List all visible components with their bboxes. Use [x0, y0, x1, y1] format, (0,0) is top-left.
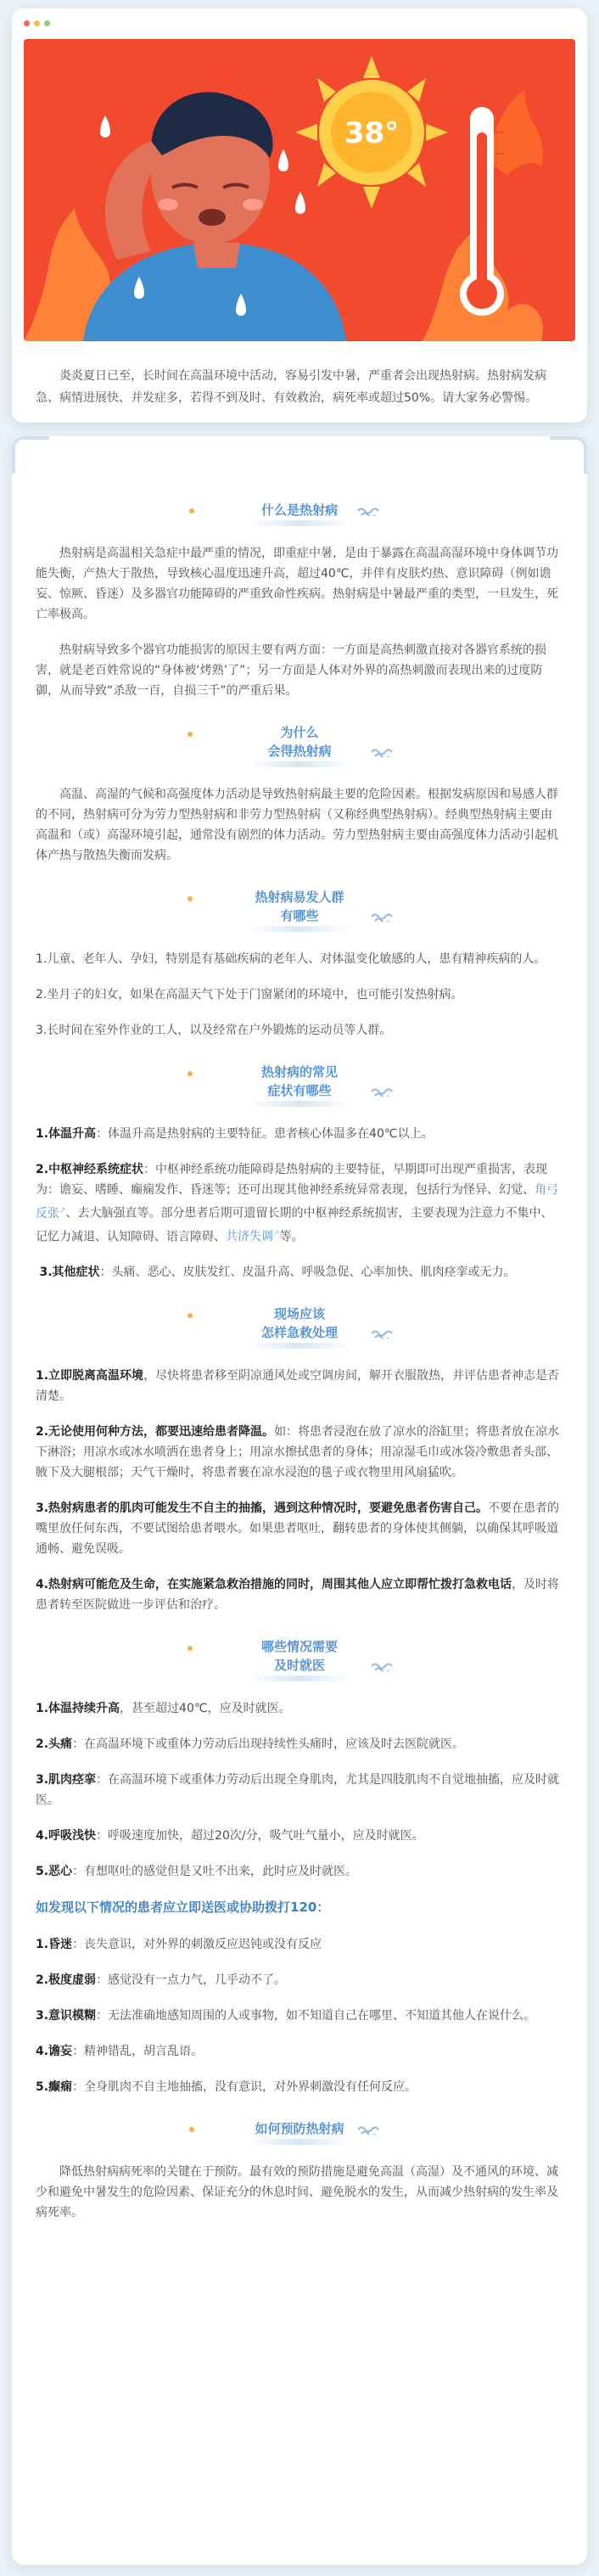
warning-text: ：有想呕吐的感觉但是又吐不出来，此时应及时就医。	[72, 1865, 358, 1879]
first-aid-label: 3.热射病患者的肌肉可能发生不自主的抽搐，遇到这种情况时，要避免患者伤害自己。	[36, 1501, 489, 1516]
section-title-line: 哪些情况需要	[260, 1639, 338, 1655]
list-item: 2.坐月子的妇女，如果在高温天气下处于门窗紧闭的环境中，也可能引发热射病。	[36, 988, 463, 1002]
symptom-item	[36, 1159, 563, 1247]
title-underline	[249, 761, 350, 767]
warning-item	[36, 1770, 563, 1810]
orange-dot-icon	[188, 1071, 193, 1076]
orange-dot-icon	[188, 732, 193, 737]
paragraph: 热射病导致多个器官功能损害的原因主要有两方面：一方面是高热刺激直接对各器官系统的损害，就是老百姓常说的“身体被‘烤熟’了”；另一方面是人体对外界的高热刺激而表现出来的过度防御，从而导致“杀敌一百，自损三千”的严重后果。	[36, 643, 546, 698]
intro-paragraph: 炎炎夏日已至，长时间在高温环境中活动，容易引发中暑，严重者会出现热射病。热射病发病急、病情进展快、并发症多，若得不到及时、有效救治，病死率或超过50%。请大家务必警惕。	[36, 369, 546, 405]
article-content	[36, 479, 563, 2238]
emergency-text: ：精神错乱，胡言乱语。	[72, 2045, 204, 2059]
section-heading-who	[172, 888, 427, 932]
symptom-label: 1.体温升高	[36, 1127, 97, 1141]
first-aid-item	[36, 1498, 563, 1559]
paragraph: 高温、高湿的气候和高强度体力活动是导致热射病最主要的危险因素。根据发病原因和易感人群的不同，热射病可分为劳力型热射病和非劳力型热射病（又称经典型热射病）。经典型热射病主要由高温和（或）高湿环境引起，通常没有剧烈的体力活动。劳力型热射病主要由高强度体力活动引起机体产热与散热失衡而发病。	[36, 788, 558, 862]
title-underline	[249, 1343, 350, 1349]
wave-icon	[357, 2124, 379, 2135]
symptom-item	[36, 1262, 563, 1282]
heatstroke-illustration-svg	[24, 39, 575, 341]
link-marker-icon: ↗	[273, 1229, 280, 1238]
emergency-title: 如发现以下情况的患者应立即送医或协助拨打120：	[36, 1900, 330, 1916]
link-marker-icon: ↗	[59, 1206, 66, 1215]
heatstroke-illustration	[24, 39, 575, 341]
warning-item	[36, 1698, 563, 1719]
symptom-text: ：中枢神经系统功能障碍是热射病的主要特征，早期即可出现严重损害，表现为：谵妄、嗜睡、癫痫发作、昏迷等；还可出现其他神经系统异常表现，包括行为怪异、幻觉、	[36, 1163, 548, 1197]
section-heading-what	[189, 501, 410, 526]
section-heading-why	[172, 723, 427, 767]
section-title-line: 为什么	[280, 725, 319, 740]
wave-icon	[357, 506, 379, 516]
section-heading-symptoms	[172, 1063, 427, 1107]
wave-icon	[371, 912, 393, 922]
emergency-label: 4.谵妄	[36, 2045, 73, 2059]
section-title: 如何预防热射病	[255, 2121, 344, 2137]
corner-decoration	[550, 436, 587, 474]
emergency-item	[36, 2041, 563, 2062]
emergency-label: 1.昏迷	[36, 1938, 73, 1952]
term-link-label: 共济失调	[226, 1230, 273, 1244]
first-aid-text: ，及时将患者转至医院做进一步评估和治疗。	[36, 1578, 560, 1613]
symptom-text: ：头痛、恶心、皮肤发红、皮温升高、呼吸急促、心率加快、肌肉痉挛或无力。	[99, 1266, 516, 1280]
green-dot-icon	[44, 20, 50, 26]
article-card	[12, 436, 587, 2565]
symptom-label: 2.中枢神经系统症状	[36, 1163, 144, 1176]
warning-label: 2.头痛	[36, 1737, 73, 1752]
emergency-label: 2.极度虚弱	[36, 1973, 97, 1988]
symptom-text: 、去大脑强直等。部分患者后期可遗留长期的中枢神经系统损害，主要表现为注意力不集中、记忆力减退、认知障碍、语言障碍、	[36, 1206, 553, 1244]
warning-item	[36, 1734, 563, 1754]
first-aid-text: 如：将患者浸泡在放了凉水的浴缸里；将患者放在凉水下淋浴；用凉水或冰水喷洒在患者身上；用凉水擦拭患者的身体；用凉湿毛巾或冰袋冷敷患者头部、腋下及大腿根部；天气干燥时，将患者裹在凉水浸泡的毯子或衣物里用风扇猛吹。	[36, 1425, 560, 1480]
first-aid-text: 不要在患者的嘴里放任何东西，不要试图给患者喂水。如果患者呕吐，翻转患者的身体使其侧躺，以确保其呼吸道通畅、避免误吸。	[36, 1501, 560, 1557]
symptom-label: 3.其他症状	[39, 1266, 100, 1280]
wave-icon	[371, 747, 393, 757]
emergency-item	[36, 1970, 563, 1990]
symptom-text: 等。	[279, 1230, 304, 1244]
term-link[interactable]	[226, 1230, 280, 1243]
wave-icon	[371, 1328, 393, 1339]
section-heading-first-aid	[172, 1305, 427, 1349]
first-aid-label: 2.无论使用何种方法，都要迅速给患者降温。	[36, 1425, 275, 1440]
emergency-label: 3.意识模糊	[36, 2009, 97, 2023]
first-aid-label: 4.热射病可能危及生命，在实施紧急救治措施的同时，周围其他人应立即帮忙拨打急救电话	[36, 1578, 512, 1592]
emergency-text: ：感觉没有一点力气，几乎动不了。	[96, 1973, 287, 1988]
corner-decoration	[12, 436, 49, 474]
title-underline	[249, 520, 350, 526]
warning-text: ：呼吸速度加快，超过20次/分，吸气吐气量小，应及时就医。	[96, 1829, 424, 1844]
list-item: 1.儿童、老年人、孕妇，特别是有基础疾病的老年人、对体温变化敏感的人，患有精神疾病的人。	[36, 952, 546, 966]
emergency-text: ：全身肌肉不自主地抽搐，没有意识，对外界刺激没有任何反应。	[72, 2080, 417, 2095]
warning-label: 1.体温持续升高	[36, 1702, 120, 1716]
first-aid-item	[36, 1422, 563, 1483]
first-aid-item	[36, 1574, 563, 1615]
emergency-item	[36, 2006, 563, 2026]
section-title: 什么是热射病	[260, 502, 338, 518]
section-title-line: 热射病易发人群	[255, 890, 344, 905]
warning-text: ：在高温环境下或重体力劳动后出现持续性头痛时，应该及时去医院就医。	[72, 1737, 465, 1752]
red-dot-icon	[24, 20, 30, 26]
sun-temperature-label: 38°	[344, 116, 400, 150]
first-aid-label: 1.立即脱离高温环境	[36, 1369, 144, 1383]
wave-icon	[371, 1086, 393, 1097]
orange-dot-icon	[189, 508, 194, 514]
hero-card	[12, 8, 587, 423]
section-title-line: 症状有哪些	[267, 1083, 332, 1098]
window-dots	[24, 20, 50, 26]
warning-item	[36, 1861, 563, 1882]
warning-text: ，甚至超过40℃，应及时就医。	[120, 1702, 291, 1716]
section-title-line: 现场应该	[273, 1306, 325, 1322]
warning-item	[36, 1826, 563, 1846]
emergency-text: ：丧失意识，对外界的刺激反应迟钝或没有反应	[72, 1938, 322, 1952]
orange-dot-icon	[188, 896, 193, 901]
first-aid-item	[36, 1366, 563, 1406]
section-title-line: 会得热射病	[267, 744, 332, 759]
paragraph: 降低热射病病死率的关键在于预防。最有效的预防措施是避免高温（高湿）及不通风的环境、减少和避免中暑发生的危险因素、保证充分的休息时间、避免脱水的发生，从而减少热射病的发生率及病死率。	[36, 2165, 558, 2220]
section-heading-prevent	[189, 2119, 410, 2145]
symptom-item	[36, 1124, 563, 1144]
section-title-line: 热射病的常见	[260, 1064, 338, 1080]
emergency-text: ：无法准确地感知周围的人或事物，如不知道自己在哪里、不知道其他人在说什么。	[96, 2009, 536, 2023]
symptom-text: ：体温升高是热射病的主要特征。患者核心体温多在40℃以上。	[96, 1127, 434, 1141]
warning-label: 3.肌肉痉挛	[36, 1773, 97, 1787]
section-title-line: 及时就医	[273, 1658, 325, 1674]
title-underline	[249, 926, 350, 932]
wave-icon	[371, 1661, 393, 1671]
warning-text: ：在高温环境下或重体力劳动后出现全身肌肉，尤其是四肢肌肉不自觉地抽搐，应及时就医。	[36, 1773, 560, 1808]
warning-label: 4.呼吸浅快	[36, 1829, 97, 1844]
title-underline	[249, 2139, 350, 2145]
term-link-label: 角弓反张	[36, 1183, 558, 1221]
emergency-item	[36, 1934, 563, 1955]
first-aid-text: ，尽快将患者移至阴凉通风处或空调房间，解开衣服散热，并评估患者神志是否清楚。	[36, 1369, 560, 1404]
title-underline	[249, 1675, 350, 1681]
section-heading-when	[172, 1637, 427, 1681]
emergency-label: 5.癫痫	[36, 2080, 73, 2095]
yellow-dot-icon	[34, 20, 40, 26]
section-title-line: 有哪些	[280, 908, 319, 923]
emergency-item	[36, 2077, 563, 2097]
section-title-line: 怎样急救处理	[260, 1325, 338, 1341]
title-underline	[249, 1101, 350, 1107]
list-item: 3.长时间在室外作业的工人，以及经常在户外锻炼的运动员等人群。	[36, 1024, 392, 1037]
paragraph: 热射病是高温相关急症中最严重的情况，即重症中暑，是由于暴露在高温高湿环境中身体调节功能失衡，产热大于散热，导致核心温度迅速升高，超过40℃，并伴有皮肤灼热、意识障碍（例如谵妄、惊厥、昏迷）及多器官功能障碍的严重致命性疾病。热射病是中暑最严重的类型，一旦发生，死亡率极高。	[36, 547, 558, 621]
warning-label: 5.恶心	[36, 1865, 73, 1879]
